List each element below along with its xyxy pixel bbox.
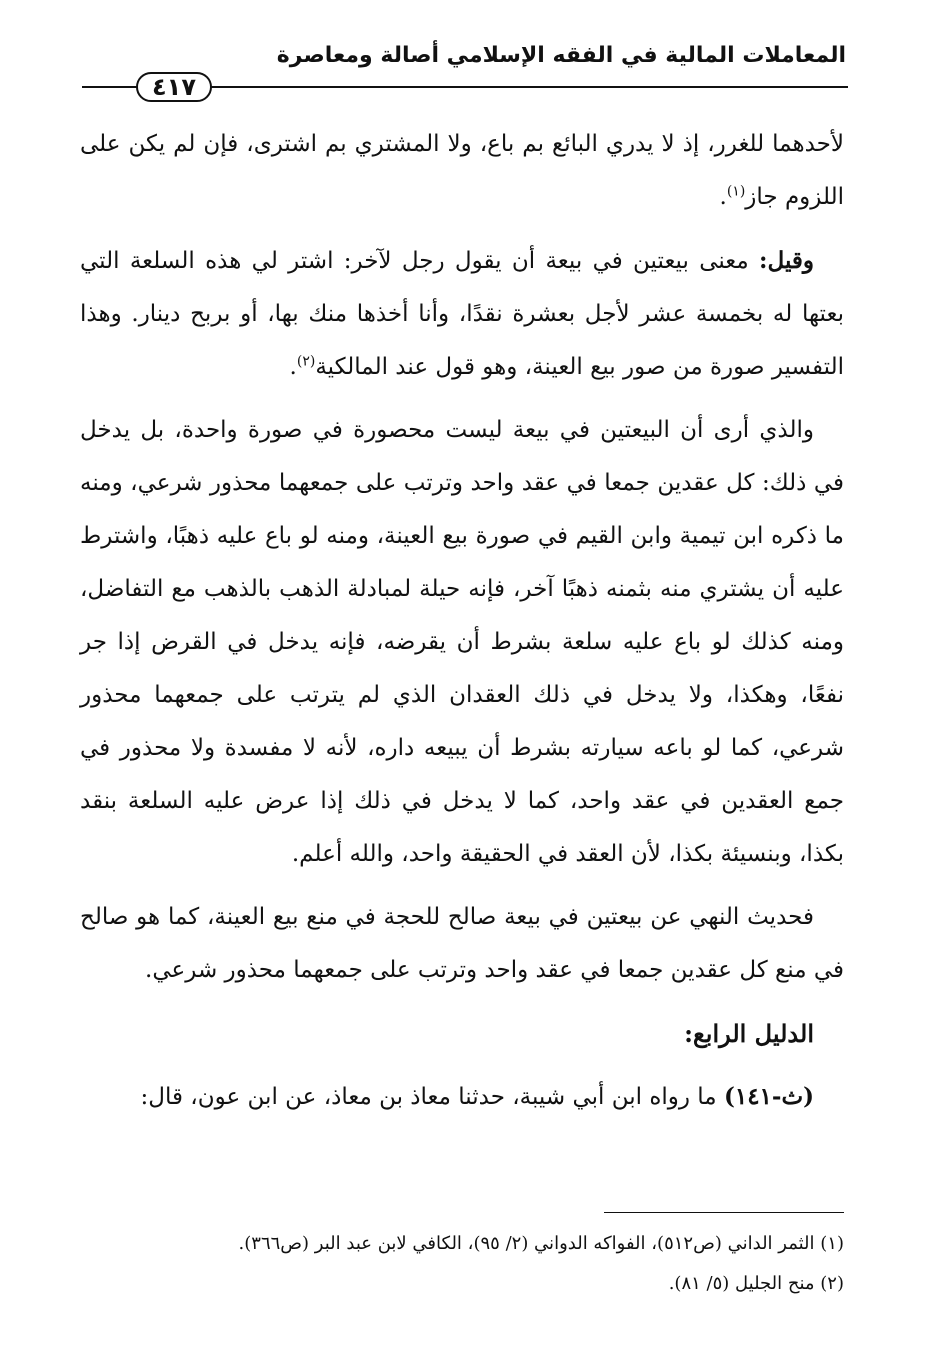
paragraph-2-end: . xyxy=(289,354,297,380)
footnote-ref-1: (١) xyxy=(726,183,746,200)
running-title: المعاملات المالية في الفقه الإسلامي أصالة ومعاصرة xyxy=(276,43,846,68)
page-number: ٤١٧ xyxy=(136,72,212,102)
footnote-ref-2: (٢) xyxy=(296,353,316,370)
paragraph-1 xyxy=(80,118,844,224)
paragraph-4: فحديث النهي عن بيعتين في بيعة صالح للحجة في منع بيع العينة، كما هو صالح في منع كل عقدين جمعا في عقد واحد وترتب على جمعهما محذور شرعي. xyxy=(80,904,844,983)
narration-number: (ث-١٤١) xyxy=(723,1083,814,1110)
paragraph-2 xyxy=(80,234,844,394)
section-heading: الدليل الرابع: xyxy=(684,1019,814,1048)
paragraph-3: والذي أرى أن البيعتين في بيعة ليست محصورة في صورة واحدة، بل يدخل في ذلك: كل عقدين جمعا في عقد واحد وترتب على جمعهما محذور شرعي، ومنه ما ذكره ابن تيمية وابن القيم في صورة بيع العينة، ومنه لو باع عليه ذهبًا، واشترط عليه أن يشتري منه بثمنه ذهبًا آخر، فإنه حيلة لمبادلة الذهب بالذهب مع التفاضل، ومنه كذلك لو باع عليه سلعة بشرط أن يقرضه، فإنه يدخل في القرض إذا جر نفعًا، وهكذا، ولا يدخل في ذلك العقدان الذي لم يترتب على جمعهما محذور شرعي، كما لو باعه سيارته بشرط أن يبيعه داره، لأنه لا مفسدة ولا محذور في جمع العقدين في عقد واحد، كما لا يدخل في ذلك إذا عرض عليه السلعة بنقد بكذا، وبنسيئة بكذا، لأن العقد في الحقيقة واحد، والله أعلم. xyxy=(80,417,844,867)
footnote-rule xyxy=(604,1212,844,1213)
main-text xyxy=(80,118,844,1134)
paragraph-5 xyxy=(80,1070,844,1124)
paragraph-1-text: لأحدهما للغرر، إذ لا يدري البائع بم باع، ولا المشتري بم اشترى، فإن لم يكن على اللزوم جاز xyxy=(80,131,844,210)
footnote-2: (٢) منح الجليل (٥/ ٨١). xyxy=(668,1273,844,1294)
paragraph-5-text: ما رواه ابن أبي شيبة، حدثنا معاذ بن معاذ، عن ابن عون، قال: xyxy=(140,1084,724,1110)
paragraph-2-lead: وقيل: xyxy=(759,247,814,274)
paragraph-1-end: . xyxy=(719,184,727,210)
footnotes xyxy=(80,1224,844,1304)
paragraph-2-text: معنى بيعتين في بيعة أن يقول رجل لآخر: اشتر لي هذه السلعة التي بعتها له بخمسة عشر لأجل بعشرة نقدًا، وأنا أخذها منك بها، أو بربح دينار. وهذا التفسير صورة من صور بيع العينة، وهو قول عند المالكية xyxy=(80,248,844,380)
footnote-1: (١) الثمر الداني (ص٥١٢)، الفواكه الدواني (٢/ ٩٥)، الكافي لابن عبد البر (ص٣٦٦). xyxy=(238,1233,844,1254)
